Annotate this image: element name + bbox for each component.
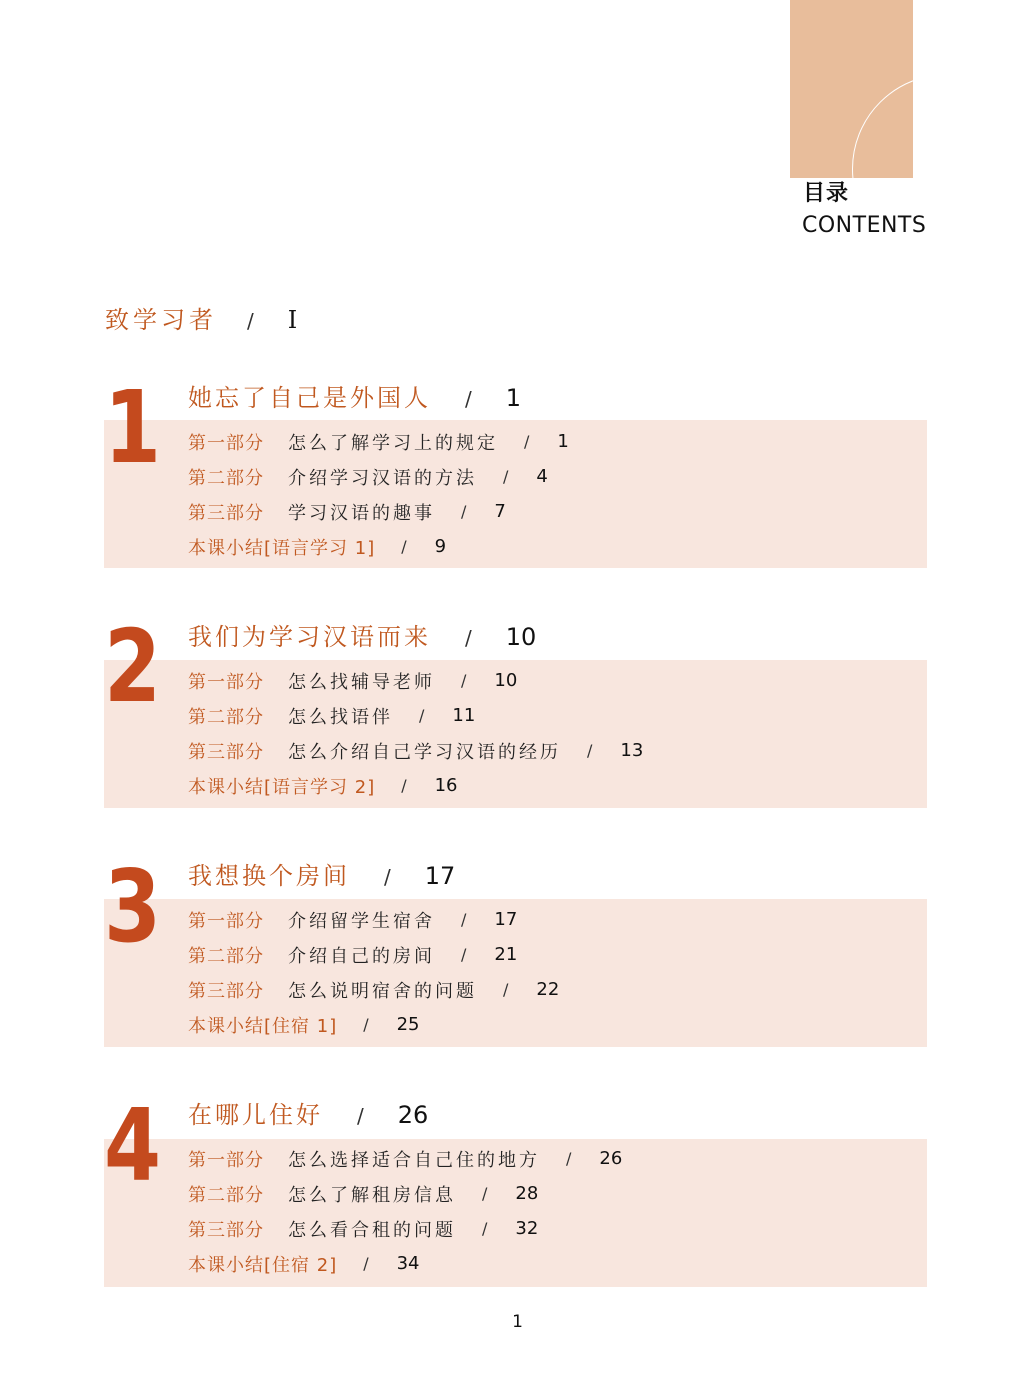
toc-item[interactable]	[188, 733, 643, 768]
page-number: 32	[515, 1218, 539, 1239]
item-title: 怎么介绍自己学习汉语的经历	[288, 741, 561, 763]
preface-entry[interactable]	[105, 300, 297, 335]
part-label: 第二部分	[188, 1184, 264, 1206]
page-number: 1	[557, 431, 569, 452]
separator: /	[461, 671, 467, 690]
lesson-title-entry[interactable]	[188, 856, 455, 891]
page-number: 13	[620, 740, 644, 761]
separator: /	[461, 502, 467, 521]
page-number: 11	[452, 705, 476, 726]
part-label: 第二部分	[188, 706, 264, 728]
part-label: 第三部分	[188, 502, 264, 524]
lesson-title-entry[interactable]	[188, 1095, 428, 1130]
item-title: 怎么了解学习上的规定	[288, 432, 498, 454]
separator: /	[503, 467, 509, 486]
lesson-title: 在哪儿住好	[188, 1101, 323, 1129]
part-label: 第一部分	[188, 432, 264, 454]
page-number: 10	[494, 670, 518, 691]
separator: /	[465, 387, 472, 411]
preface-page: I	[287, 306, 298, 334]
separator: /	[357, 1104, 364, 1128]
lesson-items	[188, 1141, 622, 1281]
summary-label: 本课小结[住宿 2]	[188, 1254, 338, 1276]
toc-item[interactable]	[188, 698, 643, 733]
part-label: 第一部分	[188, 1149, 264, 1171]
toc-title-cn: 目录	[803, 181, 850, 206]
page-number: 26	[599, 1148, 623, 1169]
preface-label: 致学习者	[105, 306, 217, 334]
toc-item[interactable]	[188, 1141, 622, 1176]
toc-item[interactable]	[188, 972, 559, 1007]
separator: /	[587, 741, 593, 760]
separator: /	[566, 1149, 572, 1168]
lesson-items	[188, 424, 569, 564]
lesson-title-entry[interactable]	[188, 617, 536, 652]
separator: /	[363, 1015, 369, 1034]
item-title: 介绍留学生宿舍	[288, 910, 435, 932]
toc-item[interactable]	[188, 424, 569, 459]
part-label: 第三部分	[188, 1219, 264, 1241]
toc-summary-item[interactable]	[188, 1007, 559, 1042]
separator: /	[384, 865, 391, 889]
page-number: 34	[396, 1253, 420, 1274]
lesson-title: 我们为学习汉语而来	[188, 623, 431, 651]
page-number: 1	[505, 384, 522, 412]
item-title: 怎么看合租的问题	[288, 1219, 456, 1241]
toc-item[interactable]	[188, 1176, 622, 1211]
page-number: 26	[397, 1101, 429, 1129]
toc-summary-item[interactable]	[188, 768, 643, 803]
summary-label: 本课小结[语言学习 1]	[188, 537, 376, 559]
toc-item[interactable]	[188, 459, 569, 494]
item-title: 怎么了解租房信息	[288, 1184, 456, 1206]
preface-separator: /	[247, 309, 254, 333]
lesson-number: 4	[104, 1087, 158, 1204]
toc-item[interactable]	[188, 494, 569, 529]
part-label: 第三部分	[188, 741, 264, 763]
lesson-title-entry[interactable]	[188, 378, 521, 413]
page-number: 21	[494, 944, 518, 965]
summary-label: 本课小结[住宿 1]	[188, 1015, 338, 1037]
page-number: 10	[505, 623, 537, 651]
page-number: 4	[536, 466, 548, 487]
page-number: 16	[434, 775, 458, 796]
lesson-number: 3	[104, 848, 158, 965]
page-number: 22	[536, 979, 560, 1000]
page-number: 9	[434, 536, 447, 557]
page-number: 17	[494, 909, 518, 930]
separator: /	[482, 1219, 488, 1238]
separator: /	[461, 945, 467, 964]
item-title: 学习汉语的趣事	[288, 502, 435, 524]
separator: /	[503, 980, 509, 999]
item-title: 介绍自己的房间	[288, 945, 435, 967]
toc-summary-item[interactable]	[188, 1246, 622, 1281]
toc-summary-item[interactable]	[188, 529, 569, 564]
item-title: 怎么找语伴	[288, 706, 393, 728]
lesson-number: 1	[104, 369, 158, 486]
item-title: 介绍学习汉语的方法	[288, 467, 477, 489]
toc-item[interactable]	[188, 1211, 622, 1246]
toc-item[interactable]	[188, 663, 643, 698]
separator: /	[401, 537, 407, 556]
lesson-items	[188, 663, 643, 803]
part-label: 第一部分	[188, 671, 264, 693]
separator: /	[524, 432, 530, 451]
separator: /	[482, 1184, 488, 1203]
page-number: 7	[494, 501, 506, 522]
page-number: 28	[515, 1183, 539, 1204]
footer-page-number: 1	[512, 1312, 523, 1332]
separator: /	[465, 626, 472, 650]
part-label: 第一部分	[188, 910, 264, 932]
toc-item[interactable]	[188, 902, 559, 937]
lesson-title: 我想换个房间	[188, 862, 350, 890]
separator: /	[363, 1254, 369, 1273]
toc-title-en: CONTENTS	[802, 213, 927, 238]
corner-arc-decoration	[790, 0, 913, 178]
page-number: 25	[396, 1014, 420, 1035]
lesson-items	[188, 902, 559, 1042]
item-title: 怎么说明宿舍的问题	[288, 980, 477, 1002]
separator: /	[401, 776, 407, 795]
page-number: 17	[424, 862, 456, 890]
lesson-title: 她忘了自己是外国人	[188, 384, 431, 412]
lesson-number: 2	[104, 608, 158, 725]
part-label: 第三部分	[188, 980, 264, 1002]
separator: /	[461, 910, 467, 929]
separator: /	[419, 706, 425, 725]
toc-item[interactable]	[188, 937, 559, 972]
part-label: 第二部分	[188, 467, 264, 489]
part-label: 第二部分	[188, 945, 264, 967]
summary-label: 本课小结[语言学习 2]	[188, 776, 376, 798]
item-title: 怎么选择适合自己住的地方	[288, 1149, 540, 1171]
item-title: 怎么找辅导老师	[288, 671, 435, 693]
